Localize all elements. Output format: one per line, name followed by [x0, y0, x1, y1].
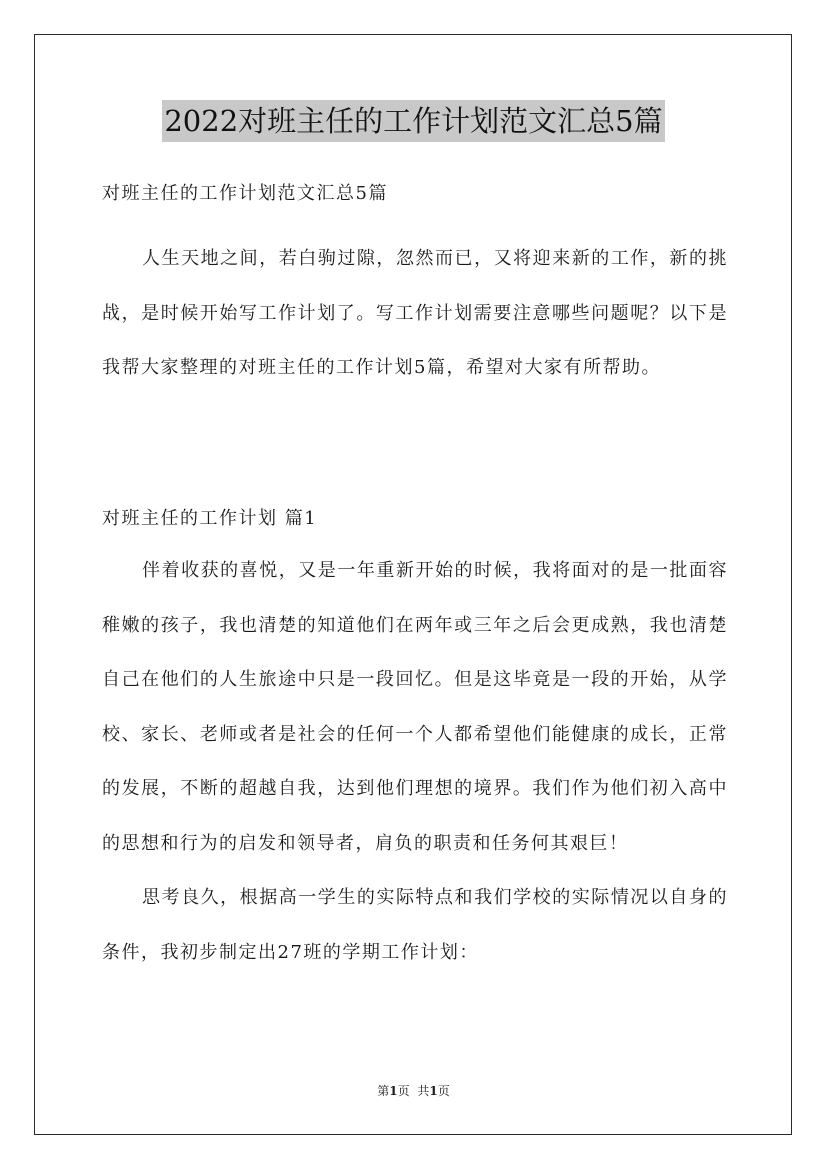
intro-paragraph: 人生天地之间，若白驹过隙，忽然而已，又将迎来新的工作，新的挑战，是时候开始写工作计划了。写工作计划需要注意哪些问题呢？以下是我帮大家整理的对班主任的工作计划5篇，希望对大家有所帮助。	[102, 248, 728, 378]
body-paragraph: 思考良久，根据高一学生的实际特点和我们学校的实际情况以自身的条件，我初步制定出27班的学期工作计划：	[102, 887, 728, 963]
document-subtitle: 对班主任的工作计划范文汇总5篇	[102, 183, 388, 204]
page-prefix: 第	[377, 1084, 390, 1098]
body-paragraph: 伴着收获的喜悦，又是一年重新开始的时候，我将面对的是一批面容稚嫩的孩子，我也清楚的知道他们在两年或三年之后会更成熟，我也清楚自己在他们的人生旅途中只是一段回忆。但是这毕竟是一段的开始，从学校、家长、老师或者是社会的任何一个人都希望他们能健康的成长，正常的发展，不断的超越自我，达到他们理想的境界。我们作为他们初入高中的思想和行为的启发和领导者，肩负的职责和任务何其艰巨！	[102, 560, 728, 854]
total-prefix: 共	[417, 1084, 430, 1098]
total-suffix: 页	[437, 1084, 450, 1098]
document-body	[102, 176, 728, 963]
section-heading: 对班主任的工作计划 篇1	[102, 508, 318, 529]
page-footer	[0, 1082, 827, 1099]
section-body	[102, 544, 728, 980]
total-pages: 1	[429, 1084, 438, 1098]
document-title: 2022对班主任的工作计划范文汇总5篇	[162, 100, 664, 142]
page-number: 1	[389, 1084, 398, 1098]
page-suffix: 页	[397, 1084, 410, 1098]
title-wrap	[0, 100, 827, 142]
